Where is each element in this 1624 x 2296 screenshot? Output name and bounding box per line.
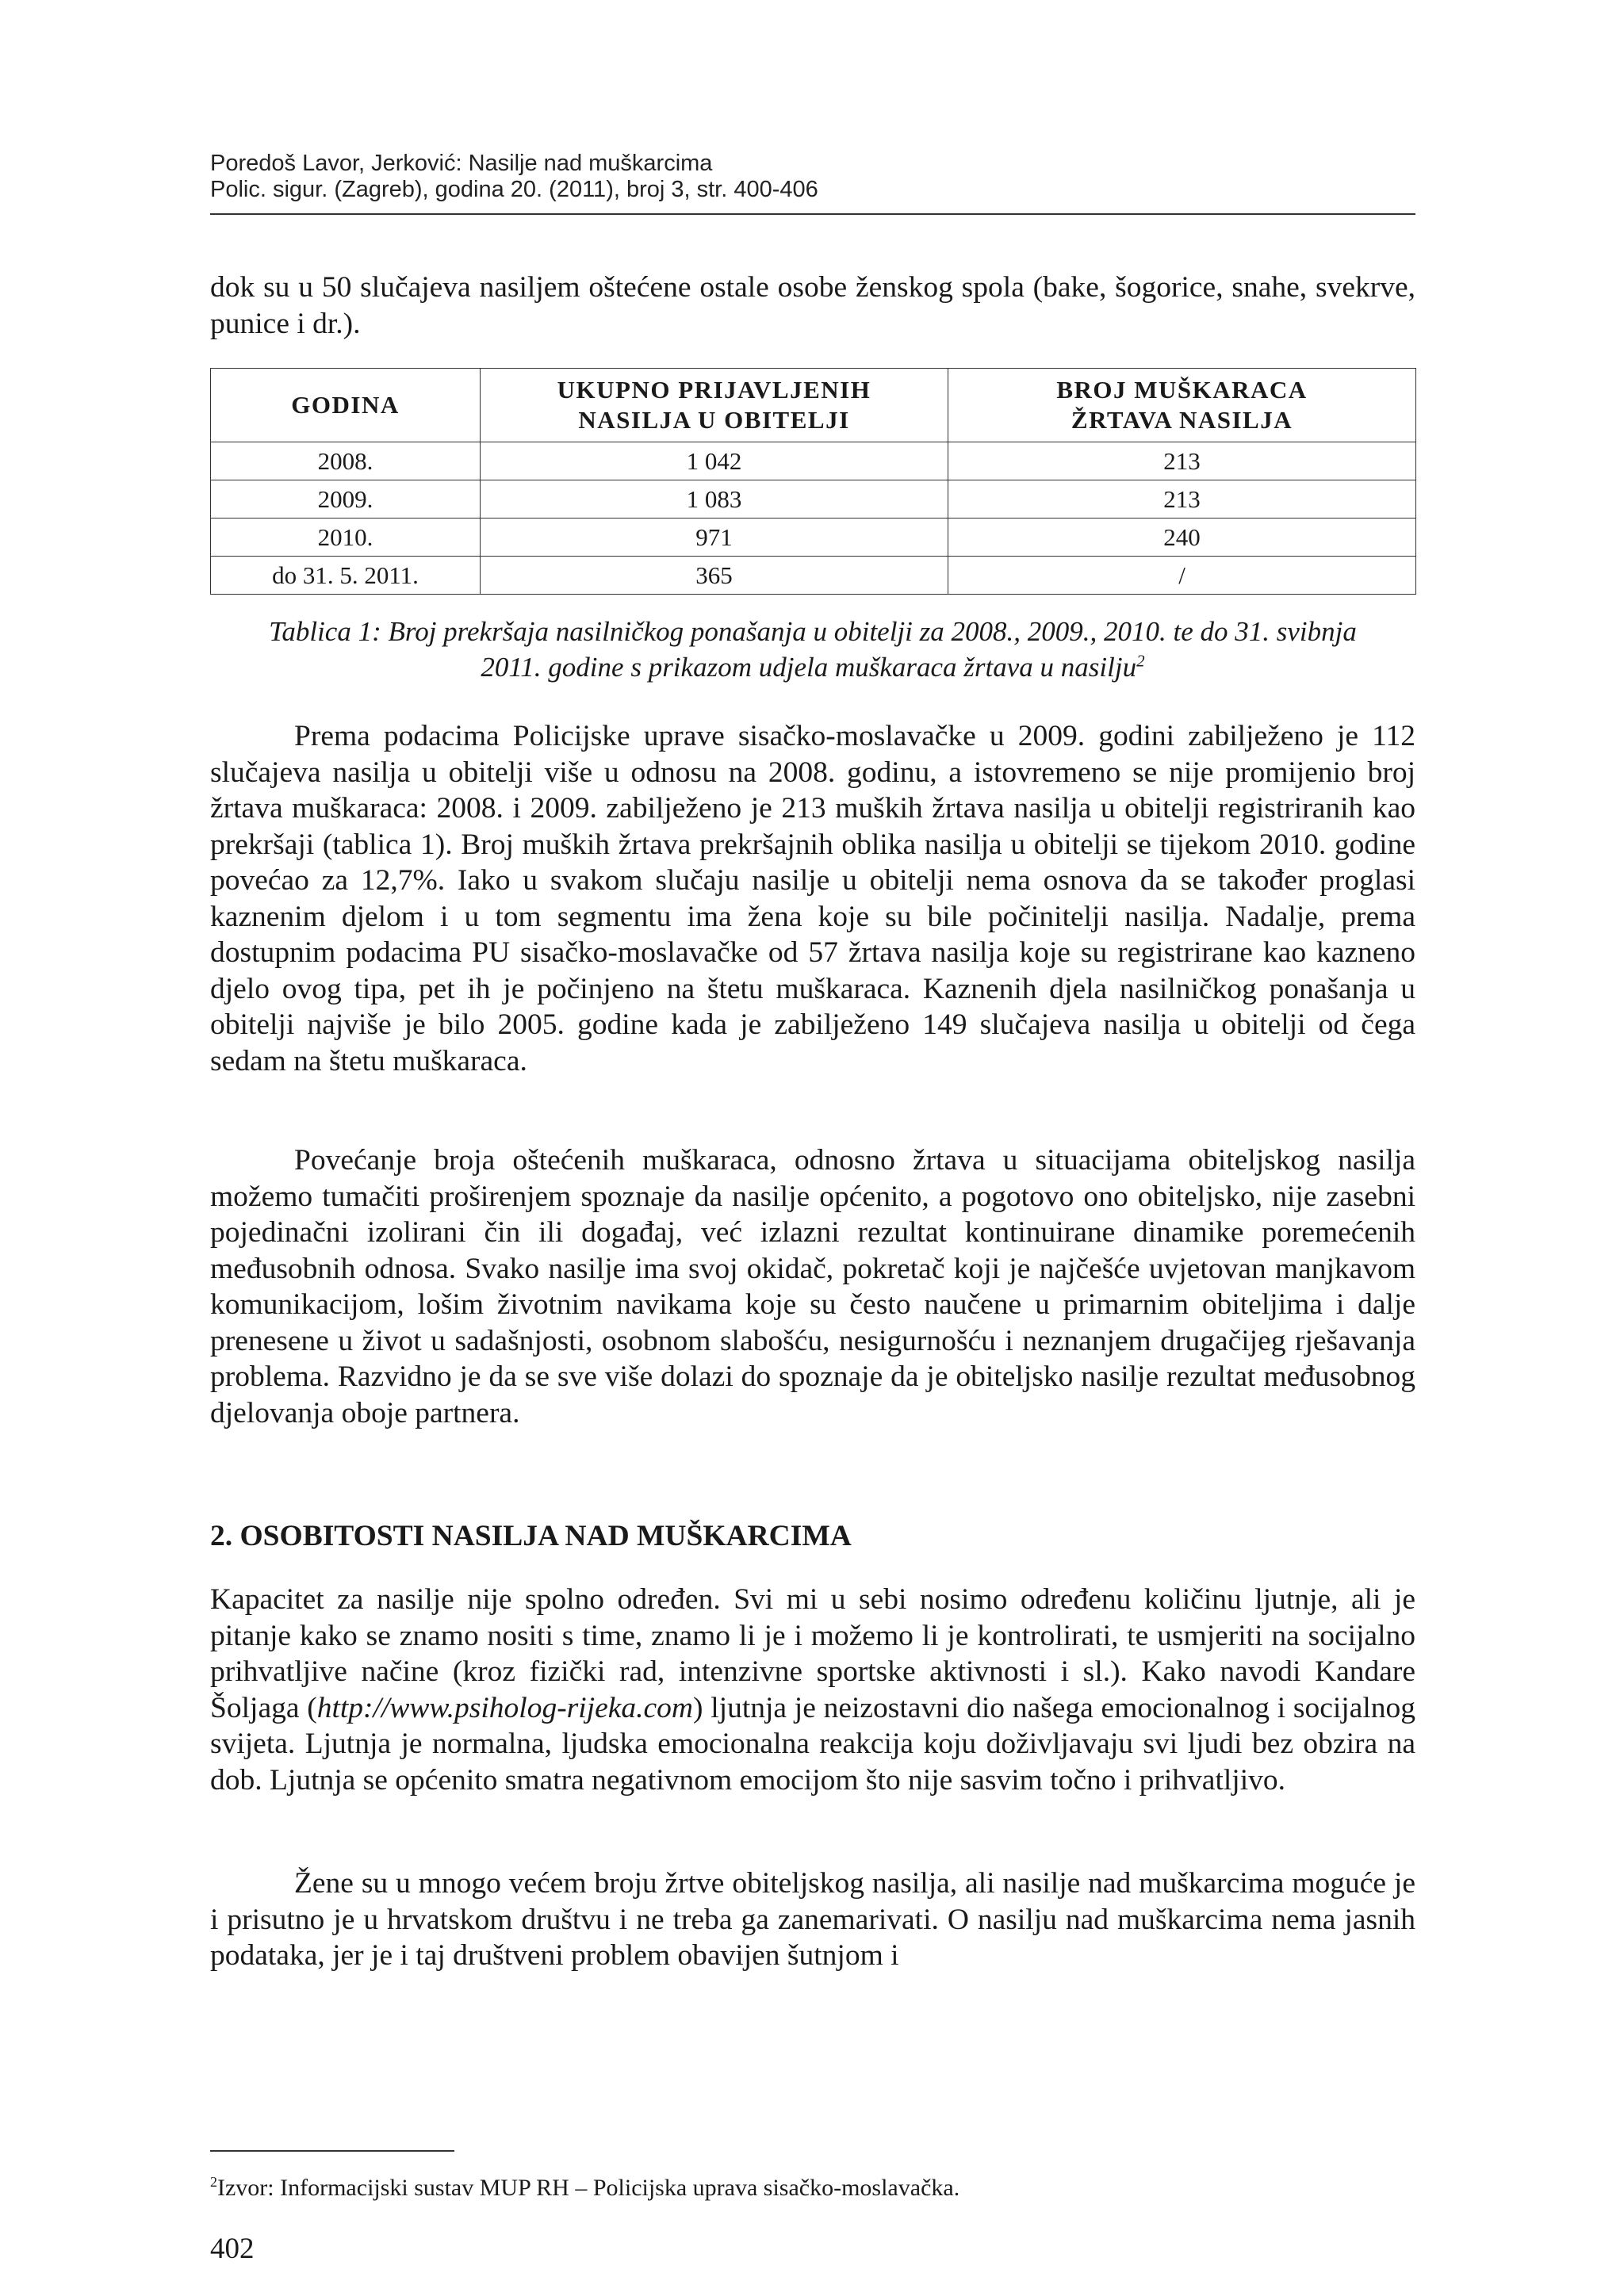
body-paragraph-2: Povećanje broja oštećenih muškaraca, odnosno žrtava u situacijama obiteljskog nasilja možemo tumačiti proširenjem spoznaje da nasilje općenito, a pogotovo ono obiteljsko, nije zasebni pojedinačni izolirani čin ili događaj, već izlazni rezultat kontinuirane dinamike poremećenih međusobnih odnosa. Svako nasilje ima svoj okidač, pokretač koji je najčešće uvjetovan manjkavom komunikacijom, lošim životnim navikama koje su često naučene u primarnim obiteljima i dalje prenesene u život u sadašnjosti, osobnom slabošću, nesigurnošću i neznanjem drugačijeg rješavanja problema. Razvidno je da se sve više dolazi do spoznaje da je obiteljsko nasilje rezultat međusobnog djelovanja oboje partnera. [210,1144,1415,1429]
table-cell-male-victims: 213 [948,480,1416,519]
table-header-male-victims-text: BROJ MUŠKARACA ŽRTAVA NASILJA [1056,376,1308,434]
table-caption [238,614,1388,685]
intro-paragraph: dok su u 50 slučajeva nasiljem oštećene ostale osobe ženskog spola (bake, šogorice, snahe, svekrve, punice i dr.). [210,271,1415,340]
table-cell-total: 365 [481,557,948,595]
section-paragraph-1 [210,1582,1415,1798]
table-row [211,557,1416,595]
table-row [211,519,1416,557]
source-link[interactable]: http://www.psiholog-rijeka.com [316,1691,693,1724]
section-heading: 2. OSOBITOSTI NASILJA NAD MUŠKARCIMA [210,1520,852,1552]
table-header-row [211,369,1416,442]
table-row [211,442,1416,480]
table-cell-year: 2008. [211,442,481,480]
running-head [210,151,1415,203]
footnote-text: Izvor: Informacijski sustav MUP RH – Policijska uprava sisačko-moslavačka. [217,2175,960,2201]
table-header-year: GODINA [211,369,481,442]
running-head-journal: Polic. sigur. (Zagreb), godina 20. (2011), broj 3, str. 400-406 [210,177,818,202]
table-cell-male-victims: / [948,557,1416,595]
table-cell-year: do 31. 5. 2011. [211,557,481,595]
table-cell-male-victims: 240 [948,519,1416,557]
footnote [210,2174,1415,2202]
table-cell-year: 2010. [211,519,481,557]
footnote-rule [210,2150,454,2152]
table-header-total-text: UKUPNO PRIJAVLJENIH NASILJA U OBITELJI [557,376,871,434]
table-cell-male-victims: 213 [948,442,1416,480]
table-cell-total: 1 042 [481,442,948,480]
body-paragraph-1: Prema podacima Policijske uprave sisačko-moslavačke u 2009. godini zabilježeno je 112 slučajeva nasilja u obitelji više u odnosu na 2008. godinu, a istovremeno se nije promijenio broj žrtava muškaraca: 2008. i 2009. zabilježeno je 213 muških žrtava nasilja u obitelji registriranih kao prekršaji (tablica 1). Broj muških žrtava prekršajnih oblika nasilja u obitelji se tijekom 2010. godine povećao za 12,7%. Iako u svakom slučaju nasilje u obitelji nema osnova da se također proglasi kaznenim djelom i u tom segmentu ima žena koje su bile počinitelji nasilja. Nadalje, prema dostupnim podacima PU sisačko-moslavačke od 57 žrtava nasilja koje su registrirane kao kazneno djelo ovog tipa, pet ih je počinjeno na štetu muškaraca. Kaznenih djela nasilničkog ponašanja u obitelji najviše je bilo 2005. godine kada je zabilježeno 149 slučajeva nasilja u obitelji od čega sedam na štetu muškaraca. [210,720,1415,1077]
table-caption-text: Tablica 1: Broj prekršaja nasilničkog ponašanja u obitelji za 2008., 2009., 2010. te do 31. svibnja 2011. godine s prikazom udjela muškaraca žrtava u nasilju [269,616,1357,683]
running-head-authors: Poredoš Lavor, Jerković: Nasilje nad muškarcima [210,151,713,176]
footnote-number: 2 [210,2174,217,2190]
section-paragraph-2: Žene su u mnogo većem broju žrtve obiteljskog nasilja, ali nasilje nad muškarcima moguće je i prisutno je u hrvatskom društvu i ne treba ga zanemarivati. O nasilju nad muškarcima nema jasnih podataka, jer je i taj društveni problem obavijen šutnjom i [210,1867,1415,1972]
caption-footnote-ref[interactable]: 2 [1136,651,1145,671]
page-number: 402 [210,2233,255,2265]
section-paragraph-1-end: ) ljutnja je neizostavni dio našega emocionalnog i socijalnog svijeta. Ljutnja je normalna, ljudska emocionalna reakcija koju doživljavaju svi ljudi bez obzira na dob. Ljutnja se općenito smatra negativnom emocijom što nije sasvim točno i prihvatljivo. [210,1691,1415,1797]
table-row [211,480,1416,519]
table-header-total [481,369,948,442]
table-cell-total: 1 083 [481,480,948,519]
section-paragraph-1-start: Kapacitet za nasilje nije spolno određen. Svi mi u sebi nosimo određenu količinu ljutnje, ali je pitanje kako se znamo nositi s time, znamo li je i možemo li je kontrolirati, te usmjeriti na socijalno prihvatljive načine (kroz fizički rad, intenzivne sportske aktivnosti i sl.). Kako navodi Kandare Šoljaga ( [210,1583,1415,1724]
header-rule [210,213,1415,215]
table-header-male-victims [948,369,1416,442]
data-table [210,368,1416,595]
table-cell-total: 971 [481,519,948,557]
table-cell-year: 2009. [211,480,481,519]
